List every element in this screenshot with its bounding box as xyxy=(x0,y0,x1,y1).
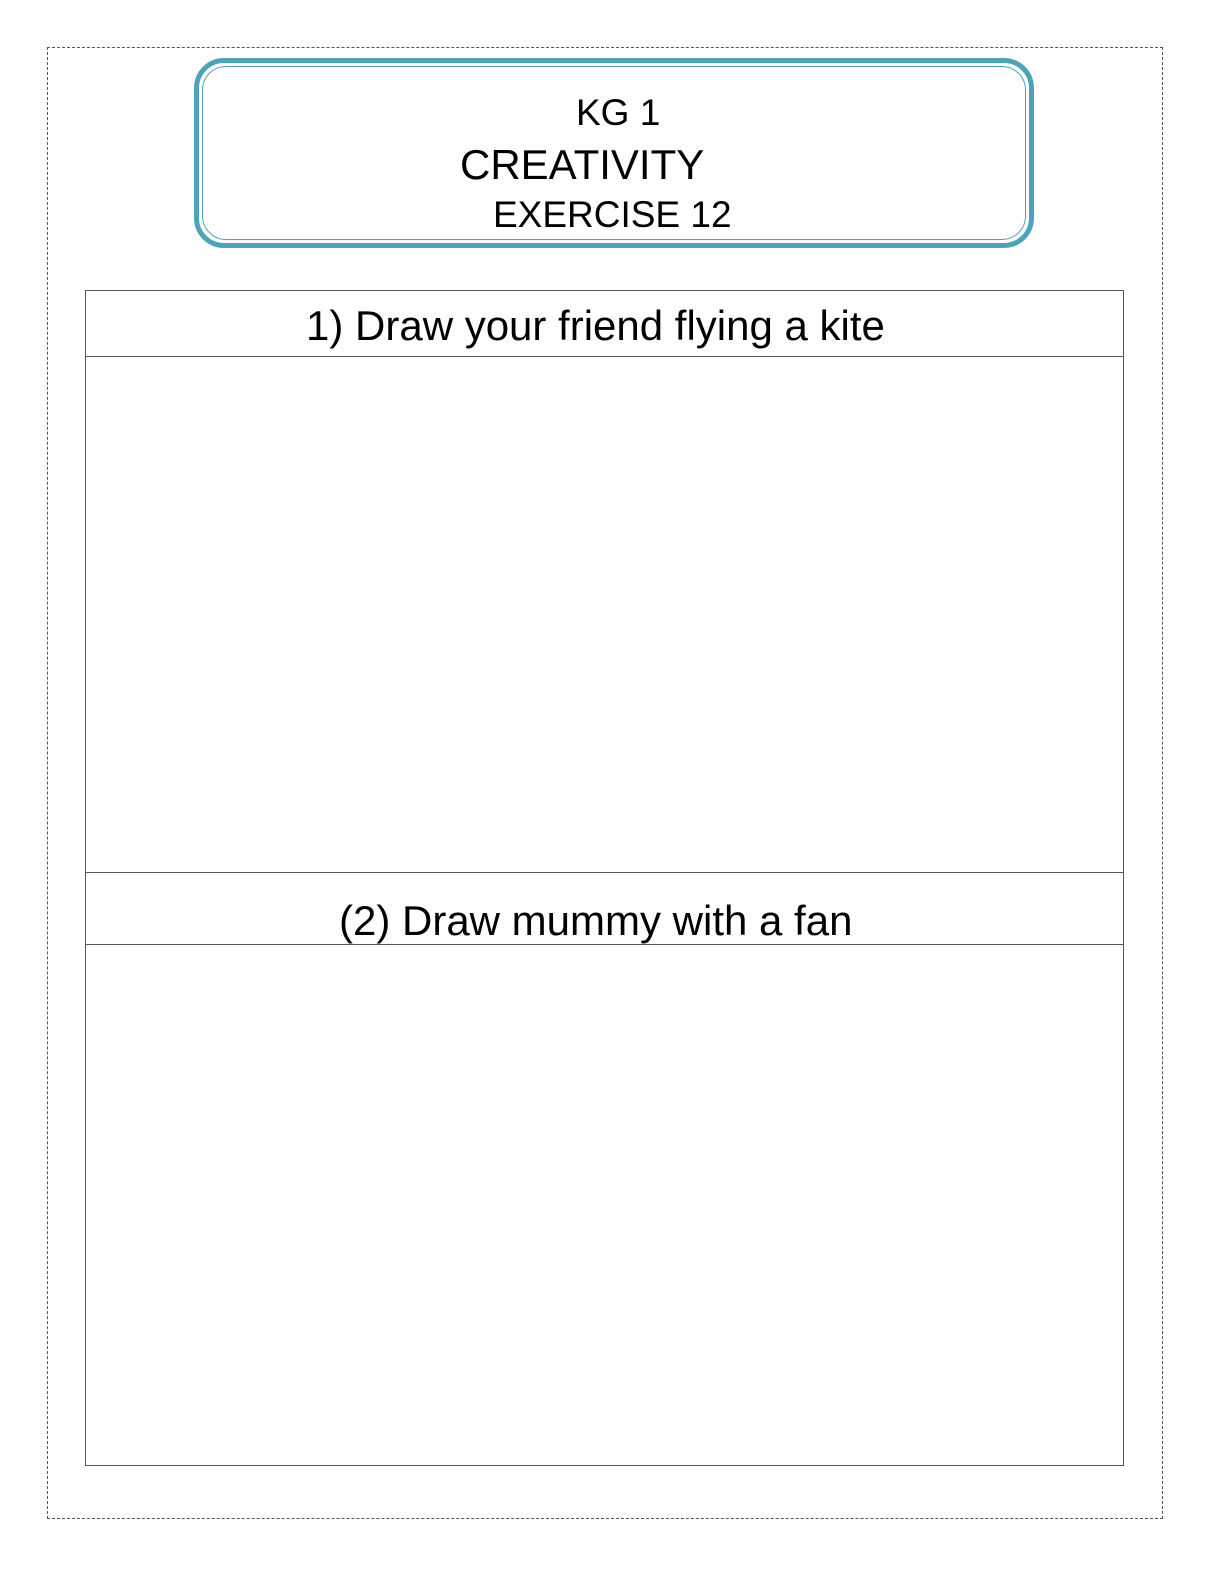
question-2-header xyxy=(86,873,1123,945)
subject-title: CREATIVITY xyxy=(460,141,705,188)
question-1-drawing-area[interactable] xyxy=(86,357,1123,873)
title-box xyxy=(194,58,1034,248)
question-2-drawing-area[interactable] xyxy=(86,945,1123,1465)
question-1-header xyxy=(86,291,1123,357)
question-2-prompt: (2) Draw mummy with a fan xyxy=(339,897,853,944)
exercise-table xyxy=(85,290,1124,1466)
class-level: KG 1 xyxy=(576,92,661,133)
exercise-number: EXERCISE 12 xyxy=(493,194,732,235)
question-1-prompt: 1) Draw your friend flying a kite xyxy=(306,302,885,349)
